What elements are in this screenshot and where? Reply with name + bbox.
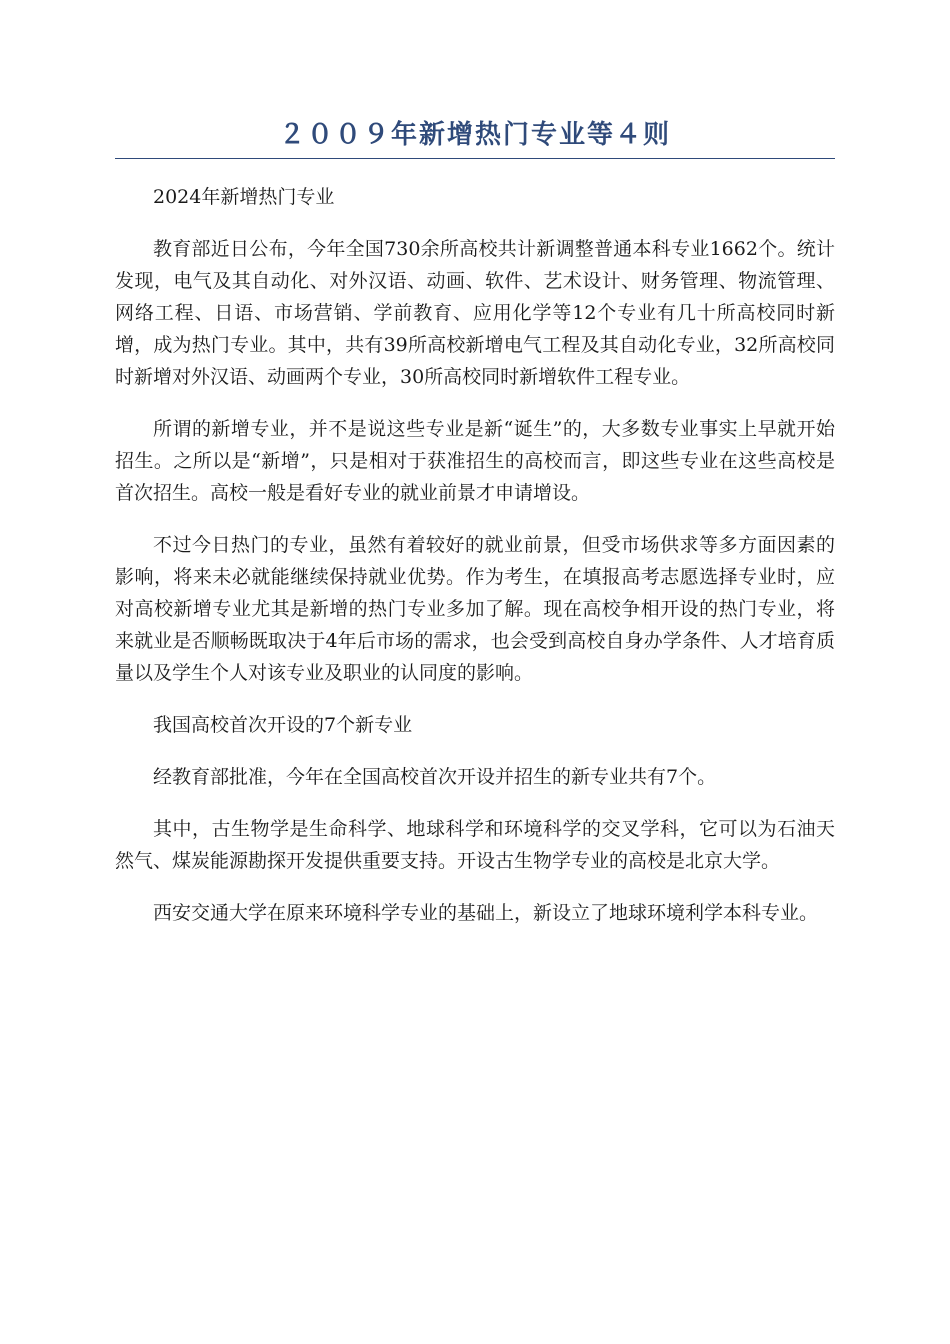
section-heading-new-majors: 2024年新增热门专业: [153, 186, 335, 208]
document-page: [115, 0, 835, 929]
paragraph: 不过今日热门的专业，虽然有着较好的就业前景，但受市场供求等多方面因素的影响，将来未必就能继续保持就业优势。作为考生，在填报高考志愿选择专业时，应对高校新增专业尤其是新增的热门专业多加了解。现在高校争相开设的热门专业，将来就业是否顺畅既取决于4年后市场的需求，也会受到高校自身办学条件、人才培育质量以及学生个人对该专业及职业的认同度的影响。: [115, 534, 835, 684]
document-title: ２００９年新增热门专业等４则: [115, 120, 835, 159]
paragraph: 教育部近日公布，今年全国730余所高校共计新调整普通本科专业1662个。统计发现，电气及其自动化、对外汉语、动画、软件、艺术设计、财务管理、物流管理、网络工程、日语、市场营销、学前教育、应用化学等12个专业有几十所高校同时新增，成为热门专业。其中，共有39所高校新增电气工程及其自动化专业，32所高校同时新增对外汉语、动画两个专业，30所高校同时新增软件工程专业。: [115, 238, 835, 388]
paragraph: 经教育部批准，今年在全国高校首次开设并招生的新专业共有7个。: [153, 766, 717, 788]
paragraph: 其中，古生物学是生命科学、地球科学和环境科学的交叉学科，它可以为石油天然气、煤炭能源勘探开发提供重要支持。开设古生物学专业的高校是北京大学。: [115, 818, 835, 872]
paragraph: 西安交通大学在原来环境科学专业的基础上，新设立了地球环境利学本科专业。: [153, 902, 819, 924]
paragraph: 所谓的新增专业，并不是说这些专业是新“诞生”的，大多数专业事实上早就开始招生。之所以是“新增”，只是相对于获准招生的高校而言，即这些专业在这些高校是首次招生。高校一般是看好专业的就业前景才申请增设。: [115, 418, 835, 504]
section-heading-first-majors: 我国高校首次开设的7个新专业: [153, 714, 413, 736]
